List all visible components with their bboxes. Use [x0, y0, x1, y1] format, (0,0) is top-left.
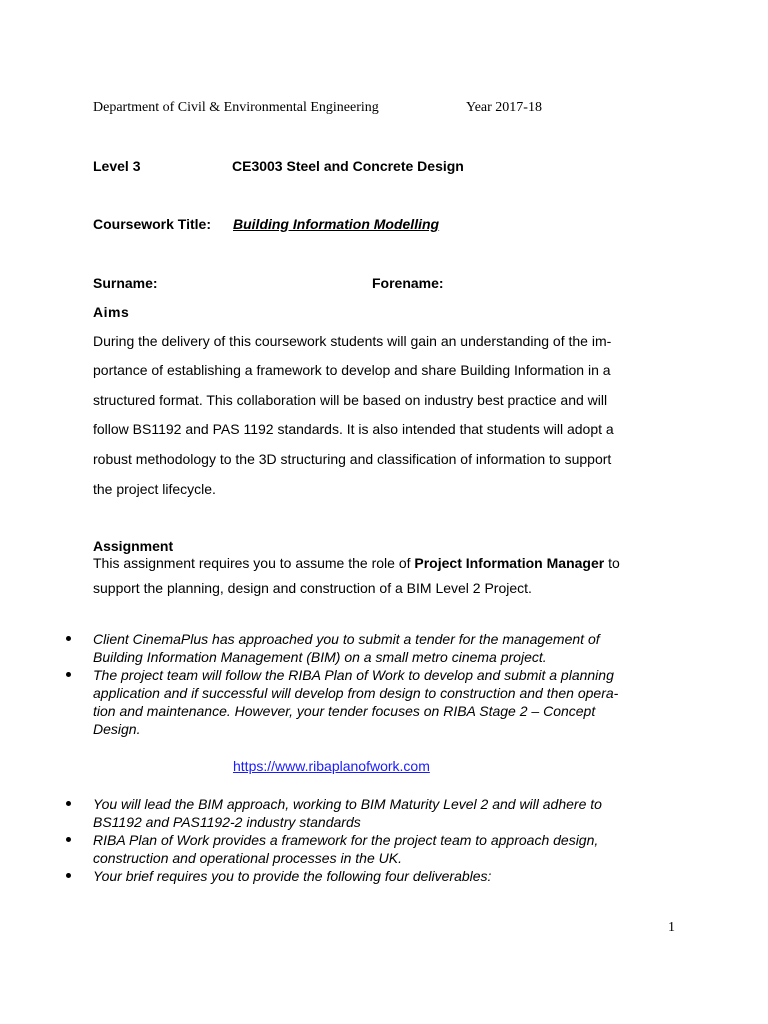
forename-label: Forename: [372, 275, 444, 291]
list-item [66, 630, 686, 666]
assignment-text-pre: This assignment requires you to assume the role of [93, 555, 415, 571]
bullet-icon [66, 636, 71, 641]
list-item [66, 831, 686, 867]
surname-label: Surname: [93, 275, 158, 291]
list-item-line: The project team will follow the RIBA Plan of Work to develop and submit a planning [93, 667, 614, 683]
list-item-line: Building Information Management (BIM) on a small metro cinema project. [93, 649, 547, 665]
bullet-list [66, 795, 686, 885]
bullet-icon [66, 801, 71, 806]
bullet-icon [66, 837, 71, 842]
assignment-heading: Assignment [93, 538, 174, 554]
riba-plan-of-work-link[interactable]: https://www.ribaplanofwork.com [233, 758, 430, 774]
list-item-line: Your brief requires you to provide the following four deliverables: [93, 868, 492, 884]
aims-text-line: portance of establishing a framework to develop and share Building Information in a [93, 362, 611, 378]
bullet-icon [66, 873, 71, 878]
list-item [66, 867, 686, 885]
coursework-title: Building Information Modelling [233, 216, 440, 232]
list-item-line: Design. [93, 721, 141, 737]
academic-year: Year 2017-18 [466, 100, 542, 115]
list-item-line: BS1192 and PAS1192-2 industry standards [93, 814, 361, 830]
role-name: Project Information Manager [414, 555, 605, 571]
list-item-line: construction and operational processes in the UK. [93, 850, 402, 866]
assignment-text-line [93, 555, 620, 571]
aims-text-line: the project lifecycle. [93, 481, 216, 497]
aims-text-line: During the delivery of this coursework students will gain an understanding of the im- [93, 333, 612, 349]
list-item-line: application and if successful will develop from design to construction and then opera- [93, 685, 619, 701]
bullet-icon [66, 672, 71, 677]
assignment-text-post: to [604, 555, 620, 571]
aims-heading: Aims [93, 304, 130, 320]
list-item [66, 795, 686, 831]
list-item [66, 666, 686, 738]
list-item-line: You will lead the BIM approach, working to BIM Maturity Level 2 and will adhere to [93, 796, 602, 812]
aims-text-line: structured format. This collaboration will be based on industry best practice and will [93, 392, 608, 408]
module-level: Level 3 [93, 158, 141, 174]
department-name: Department of Civil & Environmental Engineering [93, 100, 379, 115]
page-number: 1 [668, 920, 675, 935]
coursework-title-label: Coursework Title: [93, 216, 211, 232]
bullet-list [66, 630, 686, 738]
list-item-line: tion and maintenance. However, your tender focuses on RIBA Stage 2 – Concept [93, 703, 596, 719]
aims-text-line: robust methodology to the 3D structuring and classification of information to support [93, 451, 612, 467]
list-item-line: Client CinemaPlus has approached you to submit a tender for the management of [93, 631, 600, 647]
assignment-text-line: support the planning, design and construction of a BIM Level 2 Project. [93, 580, 532, 596]
list-item-line: RIBA Plan of Work provides a framework for the project team to approach design, [93, 832, 599, 848]
aims-text-line: follow BS1192 and PAS 1192 standards. It is also intended that students will adopt a [93, 421, 614, 437]
module-course: CE3003 Steel and Concrete Design [232, 158, 464, 174]
